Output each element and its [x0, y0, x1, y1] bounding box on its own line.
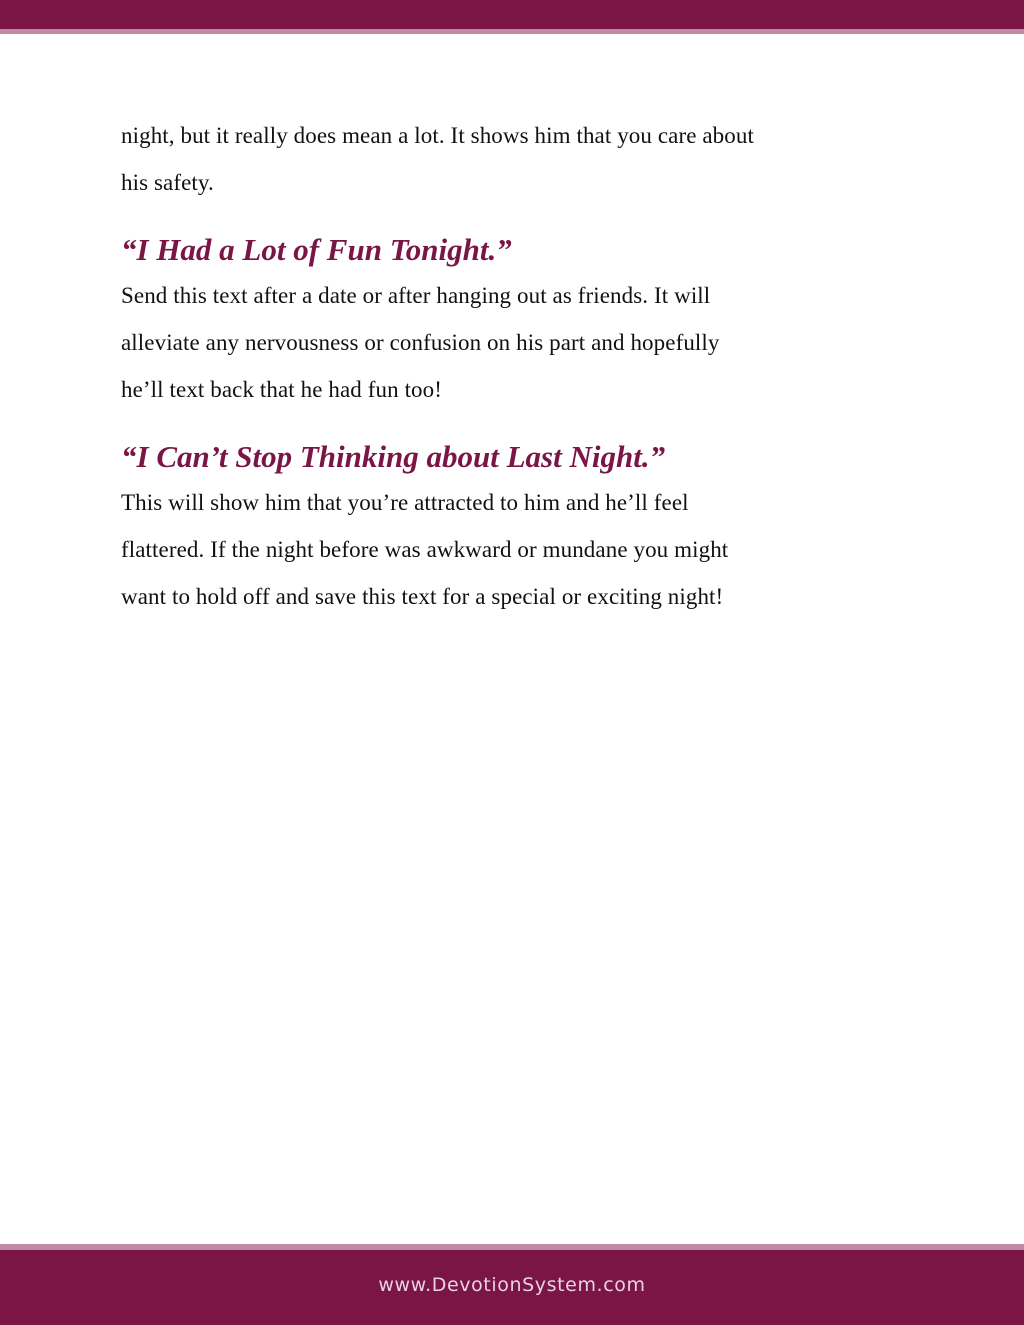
paragraph-line: want to hold off and save this text for a special or exciting night! [121, 584, 724, 609]
paragraph-line: his safety. [121, 170, 214, 195]
paragraph-line: Send this text after a date or after hanging out as friends. It will [121, 283, 711, 308]
section-heading: “I Had a Lot of Fun Tonight.” [121, 232, 512, 267]
paragraph-line: flattered. If the night before was awkward or mundane you might [121, 537, 729, 562]
page-body [121, 112, 911, 620]
paragraph-line: night, but it really does mean a lot. It shows him that you care about [121, 123, 754, 148]
paragraph-line: he’ll text back that he had fun too! [121, 377, 443, 402]
section-heading: “I Can’t Stop Thinking about Last Night.” [121, 439, 666, 474]
header-rule [0, 29, 1024, 34]
footer-website-link[interactable]: www.DevotionSystem.com [378, 1274, 646, 1296]
section-paragraph [121, 272, 911, 413]
paragraph-line: alleviate any nervousness or confusion on his part and hopefully [121, 330, 720, 355]
intro-paragraph [121, 112, 911, 206]
header-band [0, 0, 1024, 29]
section-paragraph [121, 479, 911, 620]
paragraph-line: This will show him that you’re attracted to him and he’ll feel [121, 490, 689, 515]
